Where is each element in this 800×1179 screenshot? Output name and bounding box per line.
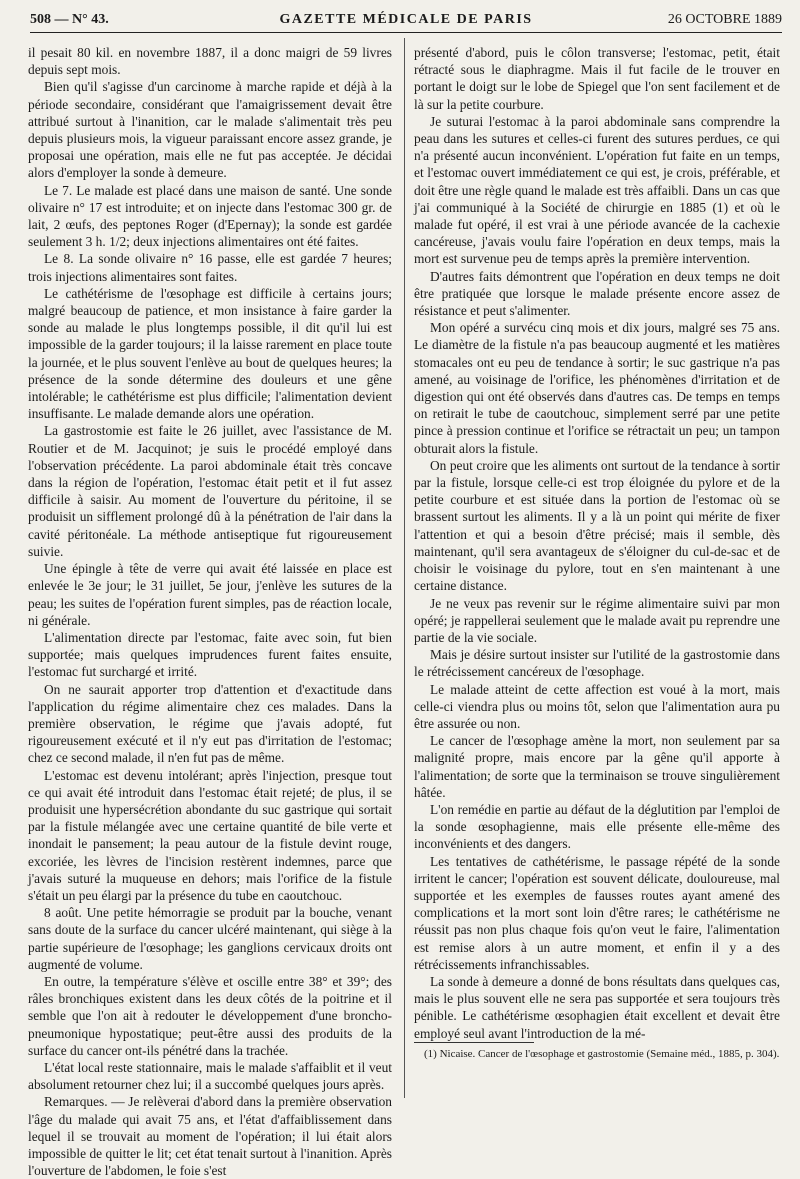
left-column: [28, 44, 392, 1179]
journal-title: GAZETTE MÉDICALE DE PARIS: [279, 12, 533, 27]
paragraph: Mon opéré a survécu cinq mois et dix jours, malgré ses 75 ans. Le diamètre de la fistule n'a pas beaucoup augmenté et les matières stomacales ont eu peu de tendance à sortir; le suc gastrique n'a pas amené, au voisinage de l'orifice, les phénomènes d'irritation et de digestion qui ont été observés dans d'autres cas. De temps en temps on retirait le tube de caoutchouc, simplement serré par une petite pince à pression continue et l'orifice se rétractait un peu; un tampon obturait alors la fistule.: [414, 320, 780, 456]
paragraph: La sonde à demeure a donné de bons résultats dans quelques cas, mais le plus souvent elle ne sera pas supportée et sera toujours très pénible. Le cathétérisme œsophagien était excellent et devait être employé seul avant l'introduction de la mé-: [414, 973, 780, 1041]
paragraph: Je ne veux pas revenir sur le régime alimentaire suivi par mon opéré; je rappellerai seulement que le malade avait pu reprendre une partie de la vie sociale.: [414, 595, 780, 645]
footnote-text: (1) Nicaise. Cancer de l'œsophage et gastrostomie (Semaine méd., 1885, p. 304).: [424, 1048, 780, 1060]
paragraph: En outre, la température s'élève et oscille entre 38° et 39°; des râles bronchiques existent dans les deux côtés de la poitrine et il semble que l'on ait à redouter le développement d'une broncho-pneumonique hypostatique; peut-être aussi des produits de la surface du cancer ont-ils pénétré dans la trachée.: [28, 973, 392, 1058]
footnote: [414, 1047, 780, 1061]
paragraph: L'état local reste stationnaire, mais le malade s'affaiblit et il veut absolument retourner chez lui; il a succombé quelques jours après.: [28, 1059, 392, 1093]
paragraph: Le 8. La sonde olivaire n° 16 passe, elle est gardée 7 heures; trois injections alimentaires sont faites.: [28, 251, 392, 284]
issue-date: 26 OCTOBRE 1889: [667, 12, 782, 27]
paragraph: La gastrostomie est faite le 26 juillet, avec l'assistance de M. Routier et de M. Jacquinot; je suis le procédé employé dans l'observation précédente. La paroi abdominale était très concave dans la région de l'opération, l'estomac était petit et il fut assez difficile à saisir. Au moment de l'ouverture du péritoine, il se produisit un sifflement prolongé dû à la pénétration de l'air dans la cavité péritonéale. La méthode antiseptique fut rigoureusement suivie.: [28, 423, 392, 559]
column-divider: [404, 38, 405, 1098]
paragraph: Mais je désire surtout insister sur l'utilité de la gastrostomie dans le rétrécissement cancéreux de l'œsophage.: [414, 647, 780, 680]
paragraph: Le malade atteint de cette affection est voué à la mort, mais celle-ci viendra plus ou moins tôt, selon que l'alimentation aura pu être assurée ou non.: [414, 681, 780, 731]
paragraph: Le cathétérisme de l'œsophage est difficile à certains jours; malgré beaucoup de patience, et mon insistance à faire garder la sonde au malade le plus longtemps possible, il dit qu'il lui est impossible de la garder toujours; il la laisse rarement en place toute la journée, et le plus souvent l'enlève au bout de quelques heures; la présence de la sonde détermine des douleurs et une gêne intolérable; le cathétérisme est plus difficile; l'alimentation devient insuffisante. Le malade demande alors une opération.: [28, 285, 392, 422]
paragraph: présenté d'abord, puis le côlon transverse; l'estomac, petit, était rétracté sous le diaphragme. Mais il fut facile de le trouver en portant le doigt sur le lobe de Spiegel que l'on sent facilement et de là sur la petite courbure.: [414, 45, 780, 112]
paragraph: Remarques. — Je relèverai d'abord dans la première observation l'âge du malade qui avait 75 ans, et l'état d'affaiblissement dans lequel il se trouvait au moment de l'opération; il lui était alors impossible de quitter le lit; cet état tenait surtout à l'inanition. Après l'ouverture de l'abdomen, le foie s'est: [28, 1094, 392, 1179]
paragraph: On ne saurait apporter trop d'attention et d'exactitude dans l'application du régime alimentaire chez ces malades. Dans la première observation, le régime que j'avais adopté, fut rigoureusement exécuté et il n'y eut pas d'irritation de l'estomac; chez ce second malade, il n'en fut pas de même.: [28, 681, 392, 766]
paragraph: Le 7. Le malade est placé dans une maison de santé. Une sonde olivaire n° 17 est introduite; et on injecte dans l'estomac 300 gr. de lait, 2 œufs, des peptones Roger (d'Epernay); la sonde est gardée seulement 3 h. 1/2; deux injections alimentaires ont été faites.: [28, 182, 392, 250]
paragraph: D'autres faits démontrent que l'opération en deux temps ne doit être pratiquée que lorsque le malade présente encore assez de résistance et peut s'alimenter.: [414, 268, 780, 319]
paragraph: il pesait 80 kil. en novembre 1887, il a donc maigri de 59 livres depuis sept mois.: [28, 45, 392, 78]
footnote-divider: [414, 1042, 534, 1043]
paragraph: L'estomac est devenu intolérant; après l'injection, presque tout ce qui avait été introduit dans l'estomac était rejeté; de plus, il se produisit une hypersécrétion abondante du suc gastrique qui sortait par la fistule mélangée avec une certaine quantité de bile verte et inondait le pansement; la peau autour de la fistule devint rouge, excoriée, les lèvres de l'incision restèrent indemnes, parce que j'avais suturé la muqueuse en dehors; mais l'orifice de la fistule s'était un peu élargi par la présence du tube en caoutchouc.: [28, 767, 392, 903]
paragraph: Je suturai l'estomac à la paroi abdominale sans comprendre la peau dans les sutures et celles-ci furent des sutures perdues, ce qui n'a présenté aucun inconvénient. L'opération fut faite en un temps, et l'estomac ouvert immédiatement ce qui est, je crois, préférable, et doit être une règle quand le malade est très affaibli. Dans un cas que j'ai communiqué à la Société de chirurgie en 1885 (1) et où le malade fut opéré, il est vrai à une période avancée de la cachexie cancéreuse, j'avais voulu faire l'opération en deux temps, mais la mort est survenue peu de temps après la première intervention.: [414, 113, 780, 267]
paragraph: L'on remédie en partie au défaut de la déglutition par l'emploi de la sonde œsophagienne, mais elle présente elle-même des inconvénients et des dangers.: [414, 801, 780, 852]
paragraph: Bien qu'il s'agisse d'un carcinome à marche rapide et déjà à la période secondaire, considérant que l'amaigrissement devait être attribué surtout à l'inanition, car le malade s'alimentait très peu depuis plusieurs mois, la vigueur paraissant encore assez grande, je proposai une opération, mais elle ne fut pas acceptée. Je décidai alors d'employer la sonde à demeure.: [28, 79, 392, 181]
paragraph: Les tentatives de cathétérisme, le passage répété de la sonde irritent le cancer; l'opération est souvent délicate, douloureuse, mal supportée et les exemples de fausses routes ayant amené des complications et la mort sont loin d'être rares; le cathétérisme ne réussit pas non plus chaque fois qu'on veut le faire, l'alimentation est remise alors à un autre moment, et enfin il y a des rétrécissements infranchissables.: [414, 853, 780, 972]
paragraph: 8 août. Une petite hémorragie se produit par la bouche, venant sans doute de la surface du cancer ulcéré maintenant, qui siège à la partie supérieure de l'œsophage; les ganglions cervicaux droits ont augmenté de volume.: [28, 905, 392, 972]
right-column: [414, 44, 780, 1042]
paragraph: On peut croire que les aliments ont surtout de la tendance à sortir par la fistule, lorsque celle-ci est trop éloignée du pylore et de la petite courbure et est située dans la portion de l'estomac où se brassent surtout les aliments. Il y a là un point qui mérite de fixer l'attention et qui a besoin d'être précisé; mais il semble, dès maintenant, qu'il sera avantageux de s'éloigner du cul-de-sac et de choisir le voisinage du pylore, tout en s'en maintenant à une certaine distance.: [414, 457, 780, 594]
page-header: [30, 8, 782, 33]
paragraph: Le cancer de l'œsophage amène la mort, non seulement par sa malignité propre, mais encore par la gêne qu'il apporte à l'alimentation; de sorte que la terminaison se trouve singulièrement hâtée.: [414, 733, 780, 800]
page-number: 508 — N° 43.: [30, 12, 109, 27]
paragraph: L'alimentation directe par l'estomac, faite avec soin, fut bien supportée; mais quelques imprudences furent faites ensuite, l'estomac fut surchargé et irrité.: [28, 629, 392, 680]
paragraph: Une épingle à tête de verre qui avait été laissée en place est enlevée le 3e jour; le 31 juillet, 5e jour, j'enlève les sutures de la peau; les suites de l'opération furent simples, pas de réaction locale, ni générale.: [28, 561, 392, 628]
